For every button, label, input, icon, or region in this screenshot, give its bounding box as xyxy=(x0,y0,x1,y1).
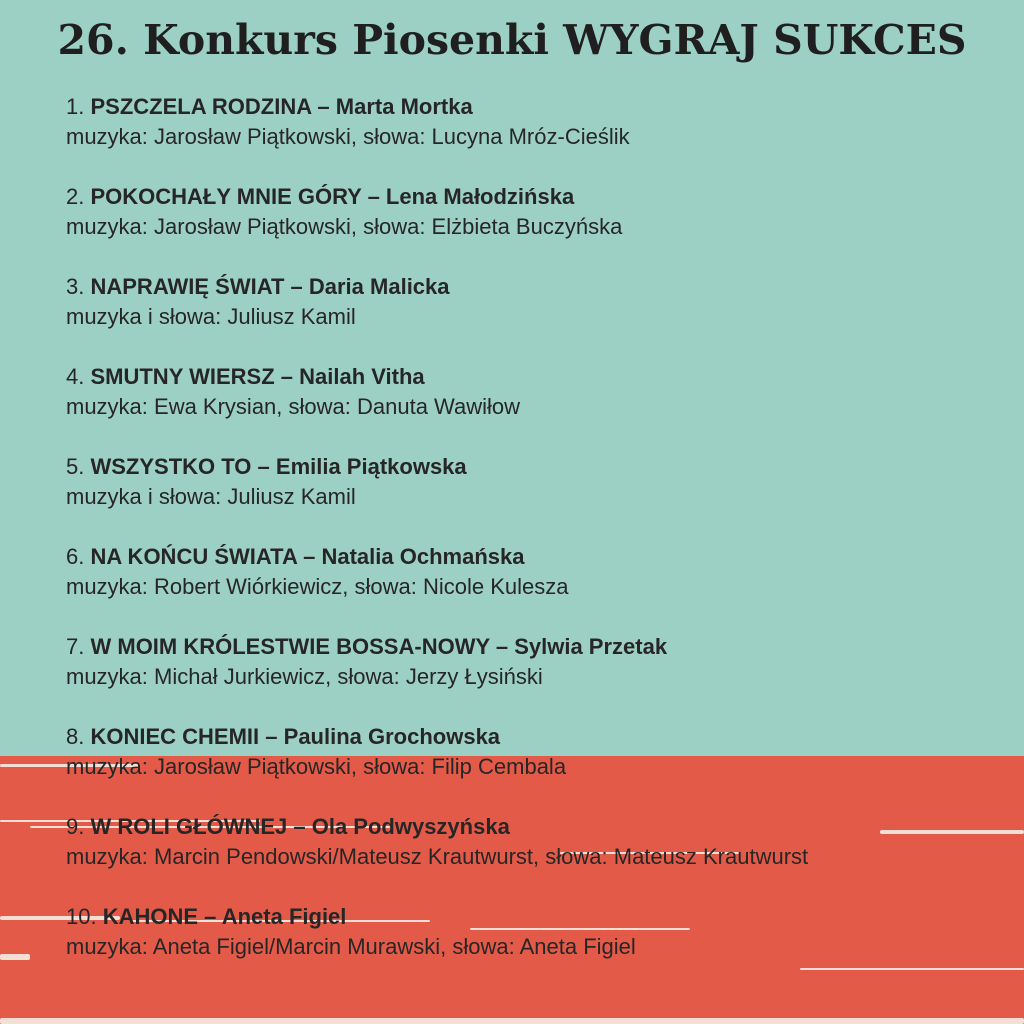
track-list xyxy=(66,93,996,993)
track-credits: muzyka: Ewa Krysian, słowa: Danuta Wawiłow xyxy=(66,394,521,419)
track-title: NA KOŃCU ŚWIATA xyxy=(90,544,298,569)
track-item xyxy=(66,273,996,363)
track-number: 6. xyxy=(66,544,85,569)
track-number: 1. xyxy=(66,94,85,119)
track-performer: Aneta Figiel xyxy=(221,904,347,929)
track-performer: Lena Małodzińska xyxy=(385,184,575,209)
track-performer: Sylwia Przetak xyxy=(514,634,668,659)
brush-streak xyxy=(0,954,30,960)
track-item xyxy=(66,183,996,273)
track-credits: muzyka: Jarosław Piątkowski, słowa: Elżbieta Buczyńska xyxy=(66,214,623,239)
track-title: PSZCZELA RODZINA xyxy=(90,94,312,119)
track-item xyxy=(66,903,996,993)
track-performer: Daria Malicka xyxy=(308,274,450,299)
track-number: 4. xyxy=(66,364,85,389)
track-number: 9. xyxy=(66,814,85,839)
track-separator: – xyxy=(198,904,222,929)
brush-streak xyxy=(0,1018,1024,1024)
track-title: KONIEC CHEMII xyxy=(90,724,260,749)
track-title: W ROLI GŁÓWNEJ xyxy=(90,814,288,839)
track-performer: Ola Podwyszyńska xyxy=(311,814,510,839)
track-credits: muzyka: Jarosław Piątkowski, słowa: Filip Cembala xyxy=(66,754,567,779)
track-number: 10. xyxy=(66,904,97,929)
page-title: 26. Konkurs Piosenki WYGRAJ SUKCES xyxy=(57,16,967,64)
track-separator: – xyxy=(259,724,284,749)
track-title: NAPRAWIĘ ŚWIAT xyxy=(90,274,285,299)
track-item xyxy=(66,723,996,813)
track-number: 3. xyxy=(66,274,85,299)
track-item xyxy=(66,453,996,543)
track-item xyxy=(66,813,996,903)
track-item xyxy=(66,543,996,633)
track-title: KAHONE xyxy=(102,904,199,929)
track-separator: – xyxy=(297,544,322,569)
track-item xyxy=(66,633,996,723)
track-credits: muzyka: Robert Wiórkiewicz, słowa: Nicole Kulesza xyxy=(66,574,569,599)
track-separator: – xyxy=(251,454,276,479)
track-number: 2. xyxy=(66,184,85,209)
track-performer: Nailah Vitha xyxy=(299,364,425,389)
track-performer: Paulina Grochowska xyxy=(283,724,501,749)
track-credits: muzyka: Michał Jurkiewicz, słowa: Jerzy Łysiński xyxy=(66,664,543,689)
track-separator: – xyxy=(274,364,300,389)
track-number: 5. xyxy=(66,454,85,479)
track-title: POKOCHAŁY MNIE GÓRY xyxy=(90,184,362,209)
track-credits: muzyka i słowa: Juliusz Kamil xyxy=(66,304,356,329)
track-number: 7. xyxy=(66,634,85,659)
track-credits: muzyka: Marcin Pendowski/Mateusz Krautwurst, słowa: Mateusz Krautwurst xyxy=(66,844,809,869)
track-item xyxy=(66,363,996,453)
track-separator: – xyxy=(287,814,312,839)
track-credits: muzyka i słowa: Juliusz Kamil xyxy=(66,484,356,509)
track-item xyxy=(66,93,996,183)
track-title: W MOIM KRÓLESTWIE BOSSA-NOWY xyxy=(90,634,490,659)
track-separator: – xyxy=(284,274,309,299)
track-separator: – xyxy=(311,94,336,119)
track-separator: – xyxy=(361,184,386,209)
track-credits: muzyka: Jarosław Piątkowski, słowa: Lucyna Mróz-Cieślik xyxy=(66,124,630,149)
track-title: WSZYSTKO TO xyxy=(90,454,252,479)
track-performer: Emilia Piątkowska xyxy=(275,454,467,479)
track-number: 8. xyxy=(66,724,85,749)
track-separator: – xyxy=(489,634,515,659)
track-performer: Marta Mortka xyxy=(335,94,473,119)
track-performer: Natalia Ochmańska xyxy=(321,544,525,569)
track-credits: muzyka: Aneta Figiel/Marcin Murawski, słowa: Aneta Figiel xyxy=(66,934,636,959)
track-title: SMUTNY WIERSZ xyxy=(90,364,275,389)
